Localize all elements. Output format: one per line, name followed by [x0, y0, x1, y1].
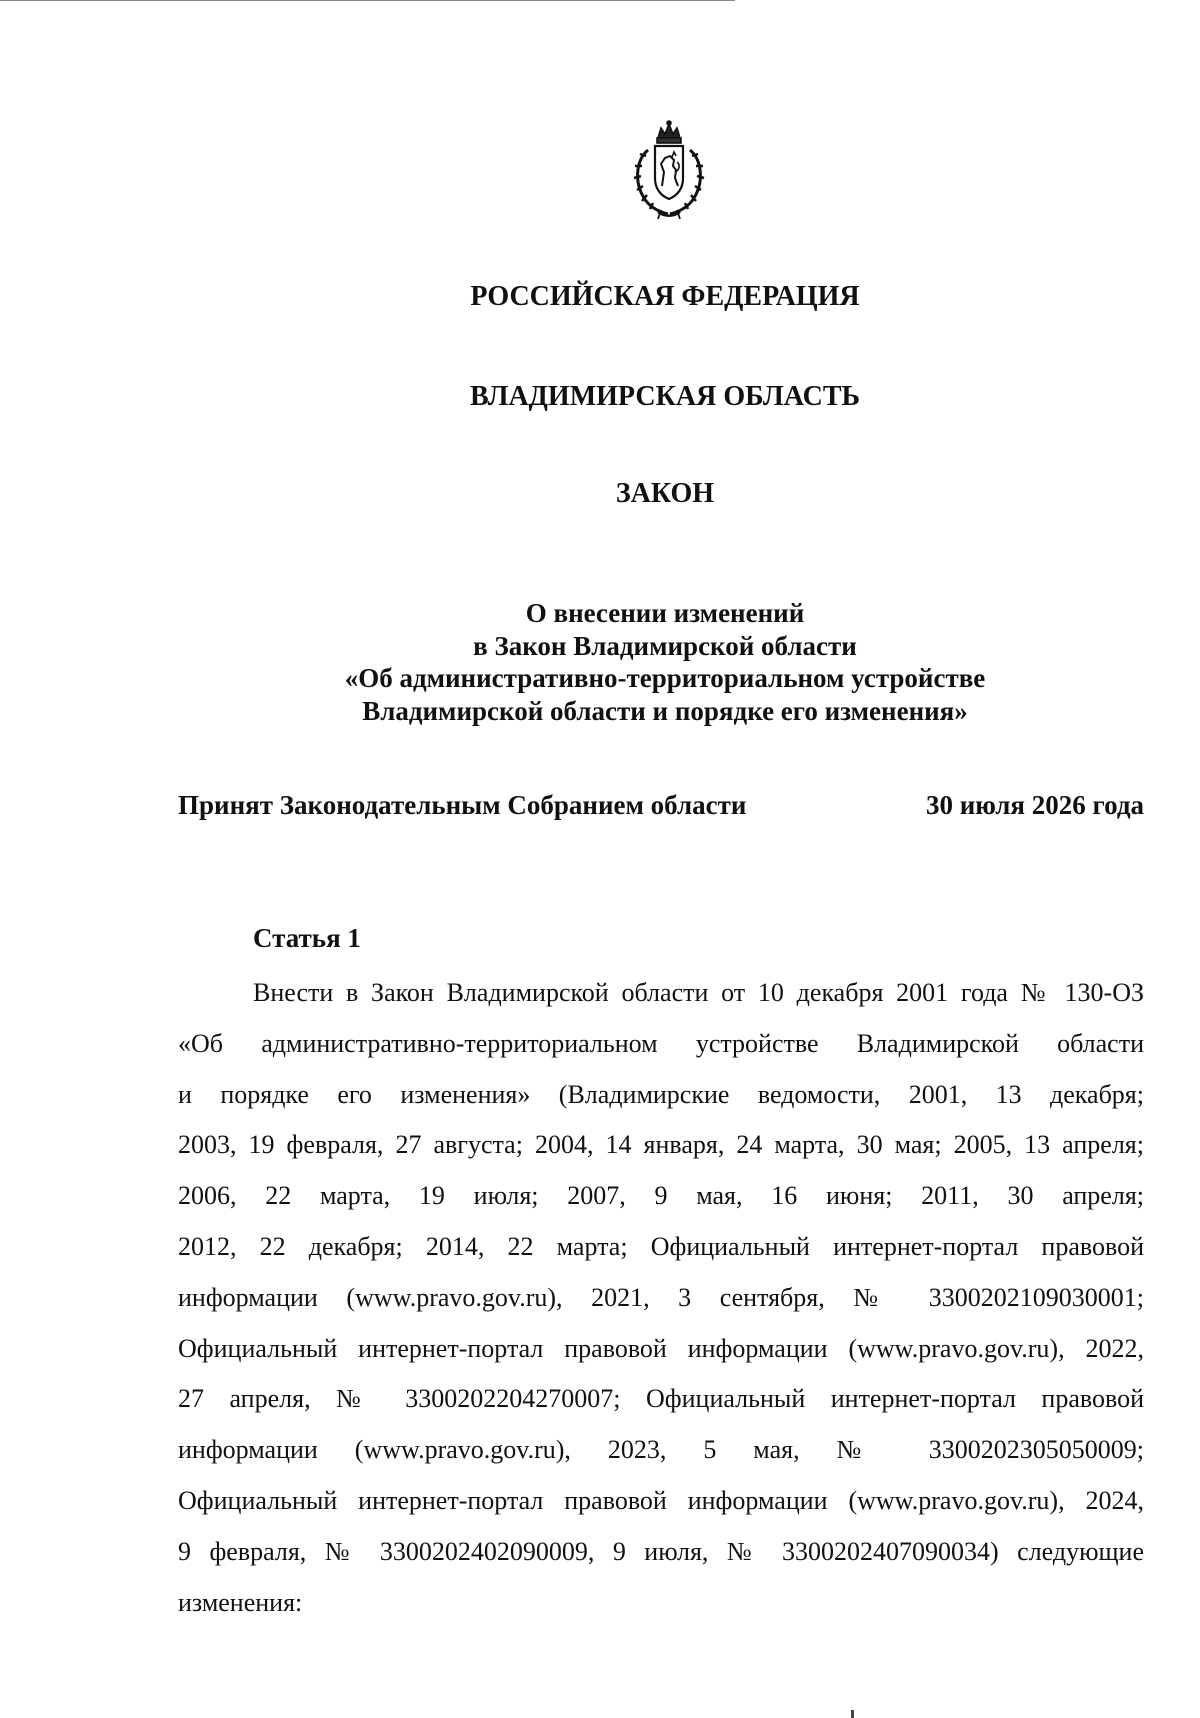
article-text-line: «Об административно-территориальном устройстве Владимирской области	[178, 1028, 1144, 1058]
article-text-line: информации (www.pravo.gov.ru), 2021, 3 сентября, № 3300202109030001;	[178, 1282, 1144, 1312]
article-text-line: Официальный интернет-портал правовой информации (www.pravo.gov.ru), 2022,	[178, 1333, 1144, 1363]
coat-of-arms-icon	[628, 120, 710, 220]
law-title-line: Владимирской области и порядке его изменения»	[362, 695, 968, 726]
article-title: Статья 1	[253, 923, 361, 953]
adoption-date: 30 июля 2026 года	[926, 790, 1144, 820]
article-text-line: информации (www.pravo.gov.ru), 2023, 5 мая, № 3300202305050009;	[178, 1435, 1144, 1465]
country-heading: РОССИЙСКАЯ ФЕДЕРАЦИЯ	[470, 281, 860, 312]
law-title-line: О внесении изменений	[525, 598, 805, 628]
page-bottom-mark	[851, 1710, 854, 1718]
law-title-line: «Об административно-территориальном устройстве	[344, 663, 986, 693]
adoption-body-label: Принят Законодательным Собранием области	[178, 790, 747, 820]
article-text-line: 27 апреля, № 3300202204270007; Официальный интернет-портал правовой	[178, 1384, 1144, 1414]
document-type-heading: ЗАКОН	[615, 478, 715, 509]
article-text-line: изменения:	[178, 1587, 303, 1617]
article-text-line: 2006, 22 марта, 19 июля; 2007, 9 мая, 16 июня; 2011, 30 апреля;	[178, 1181, 1144, 1211]
article-text-line: 2003, 19 февраля, 27 августа; 2004, 14 января, 24 марта, 30 мая; 2005, 13 апреля;	[178, 1130, 1144, 1160]
article-text-line: и порядке его изменения» (Владимирские ведомости, 2001, 13 декабря;	[178, 1079, 1144, 1109]
article-body	[178, 968, 1144, 1628]
law-title	[0, 597, 1200, 727]
scan-top-edge	[0, 0, 735, 1]
region-heading: ВЛАДИМИРСКАЯ ОБЛАСТЬ	[469, 381, 861, 412]
article-text-line: Официальный интернет-портал правовой информации (www.pravo.gov.ru), 2024,	[178, 1485, 1144, 1515]
law-title-line: в Закон Владимирской области	[473, 630, 857, 661]
article-text-line: Внести в Закон Владимирской области от 10 декабря 2001 года № 130-ОЗ	[253, 978, 1144, 1007]
article-text-line: 9 февраля, № 3300202402090009, 9 июля, № 3300202407090034) следующие	[178, 1536, 1144, 1566]
article-text-line: 2012, 22 декабря; 2014, 22 марта; Официальный интернет-портал правовой	[178, 1231, 1144, 1261]
